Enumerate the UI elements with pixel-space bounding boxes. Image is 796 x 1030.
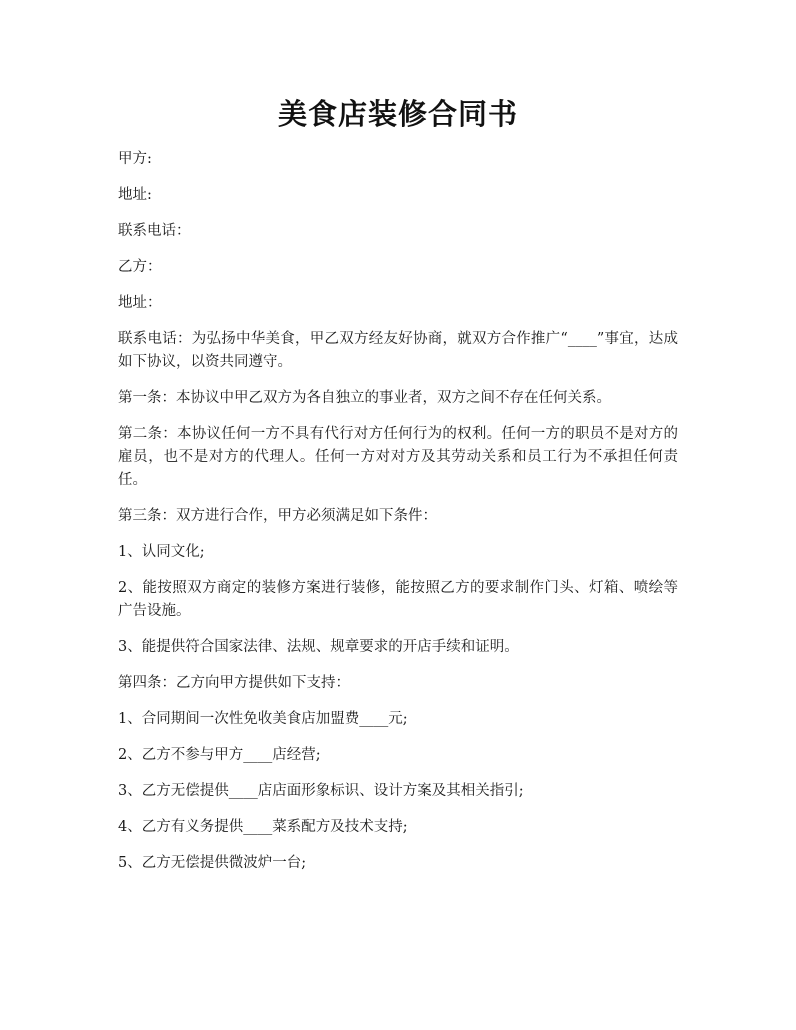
article-4-item-4: 4、乙方有义务提供____菜系配方及技术支持; <box>118 819 408 835</box>
party-b-line: 乙方： <box>118 259 162 275</box>
party-a-address-line: 地址: <box>118 187 152 203</box>
article-2: 第二条：本协议任何一方不具有代行对方任何行为的权利。任何一方的职员不是对方的雇员，也不是对方的代理人。任何一方对对方及其劳动关系和员工行为不承担任何责任。 <box>118 426 678 488</box>
article-4-item-2: 2、乙方不参与甲方____店经营; <box>118 747 321 763</box>
article-3-item-2: 2、能按照双方商定的装修方案进行装修，能按照乙方的要求制作门头、灯箱、喷绘等广告设施。 <box>118 580 678 619</box>
party-a-line: 甲方: <box>118 151 152 167</box>
article-4-item-1: 1、合同期间一次性免收美食店加盟费____元; <box>118 711 408 727</box>
article-3-item-3: 3、能提供符合国家法律、法规、规章要求的开店手续和证明。 <box>118 639 519 655</box>
article-4-item-5: 5、乙方无偿提供微波炉一台; <box>118 855 307 871</box>
article-4-item-3: 3、乙方无偿提供____店店面形象标识、设计方案及其相关指引; <box>118 783 524 799</box>
document-body <box>118 148 678 888</box>
article-1: 第一条：本协议中甲乙双方为各自独立的事业者，双方之间不存在任何关系。 <box>118 390 611 406</box>
article-3-item-1: 1、认同文化; <box>118 544 205 560</box>
document-title: 美食店装修合同书 <box>277 97 518 131</box>
party-a-phone-line: 联系电话： <box>118 223 191 239</box>
party-b-address-line: 地址： <box>118 295 162 311</box>
article-4: 第四条：乙方向甲方提供如下支持： <box>118 675 350 691</box>
preamble-paragraph: 联系电话：为弘扬中华美食，甲乙双方经友好协商，就双方合作推广“____”事宜，达成如下协议，以资共同遵守。 <box>118 331 678 370</box>
article-3: 第三条：双方进行合作，甲方必须满足如下条件： <box>118 508 437 524</box>
